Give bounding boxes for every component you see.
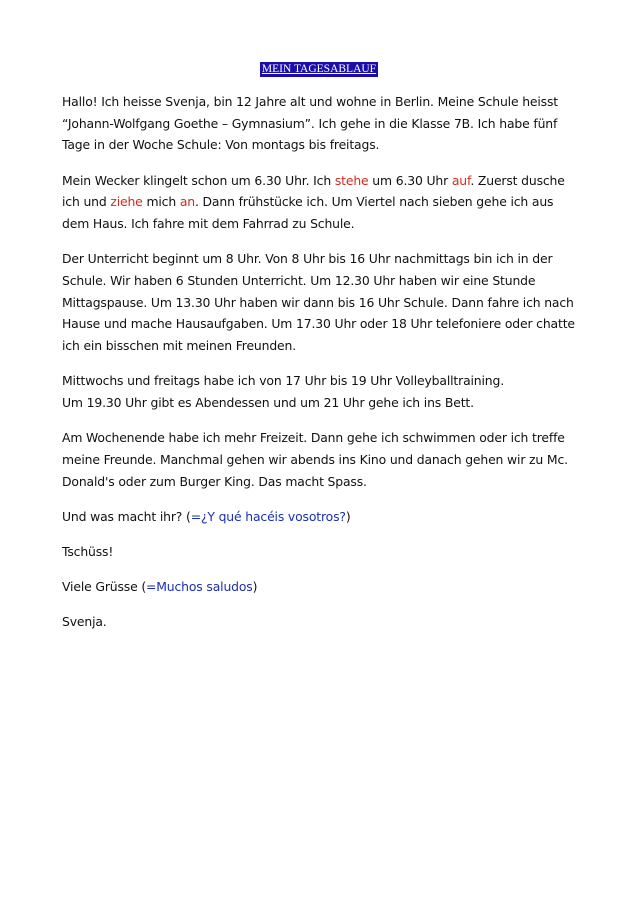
letter-body — [62, 91, 582, 647]
paragraph-morning — [62, 170, 582, 235]
paragraph-question — [62, 506, 582, 528]
question-text-1: Und was macht ihr? ( — [62, 508, 191, 524]
highlight-an: an — [179, 194, 195, 210]
title-wrapper — [0, 57, 638, 77]
morning-text-1: Mein Wecker klingelt schon um 6.30 Uhr. Ich — [62, 172, 335, 188]
morning-text-5: . Dann frühstücke ich. Um Viertel nach sieben gehe ich aus dem Haus. Ich fahre mit dem Fahrrad zu Schule. — [62, 194, 554, 232]
question-translation: =¿Y qué hacéis vosotros? — [190, 508, 346, 524]
greetings-text-1: Viele Grüsse ( — [62, 579, 147, 595]
evening-line-1: Mittwochs und freitags habe ich von 17 Uhr bis 19 Uhr Volleyballtraining. — [62, 373, 505, 389]
document-title: MEIN TAGESABLAUF — [261, 63, 377, 75]
highlight-ziehe: ziehe — [110, 194, 143, 210]
question-text-2: ) — [345, 508, 351, 524]
paragraph-evening — [62, 370, 582, 413]
highlight-stehe: stehe — [334, 172, 369, 188]
greetings-text-2: ) — [252, 579, 258, 595]
greetings-translation: =Muchos saludos — [146, 579, 253, 595]
morning-text-4: mich — [142, 194, 180, 210]
paragraph-greetings — [62, 576, 582, 598]
morning-text-2: um 6.30 Uhr — [368, 172, 452, 188]
evening-line-2: Um 19.30 Uhr gibt es Abendessen und um 21 Uhr gehe ich ins Bett. — [62, 394, 474, 410]
highlight-auf: auf — [451, 172, 471, 188]
paragraph-weekend: Am Wochenende habe ich mehr Freizeit. Dann gehe ich schwimmen oder ich treffe meine Freunde. Manchmal gehen wir abends ins Kino und danach gehen wir zu Mc. Donald's oder zum Burger King. Das macht Spass. — [62, 430, 568, 489]
paragraph-intro: Hallo! Ich heisse Svenja, bin 12 Jahre alt und wohne in Berlin. Meine Schule heisst “Johann-Wolfgang Goethe – Gymnasium”. Ich gehe in die Klasse 7B. Ich habe fünf Tage in der Woche Schule: Von montags bis freitags. — [62, 94, 558, 153]
signature: Svenja. — [62, 614, 107, 630]
morning-text-3: . Zuerst dusche ich und — [62, 172, 565, 210]
paragraph-school: Der Unterricht beginnt um 8 Uhr. Von 8 Uhr bis 16 Uhr nachmittags bin ich in der Schule. Wir haben 6 Stunden Unterricht. Um 12.30 Uhr haben wir eine Stunde Mittagspause. Um 13.30 Uhr haben wir dann bis 16 Uhr Schule. Dann fahre ich nach Hause und mache Hausaufgaben. Um 17.30 Uhr oder 18 Uhr telefoniere oder chatte ich ein bisschen mit meinen Freunden. — [62, 251, 575, 354]
paragraph-farewell: Tschüss! — [62, 543, 114, 559]
